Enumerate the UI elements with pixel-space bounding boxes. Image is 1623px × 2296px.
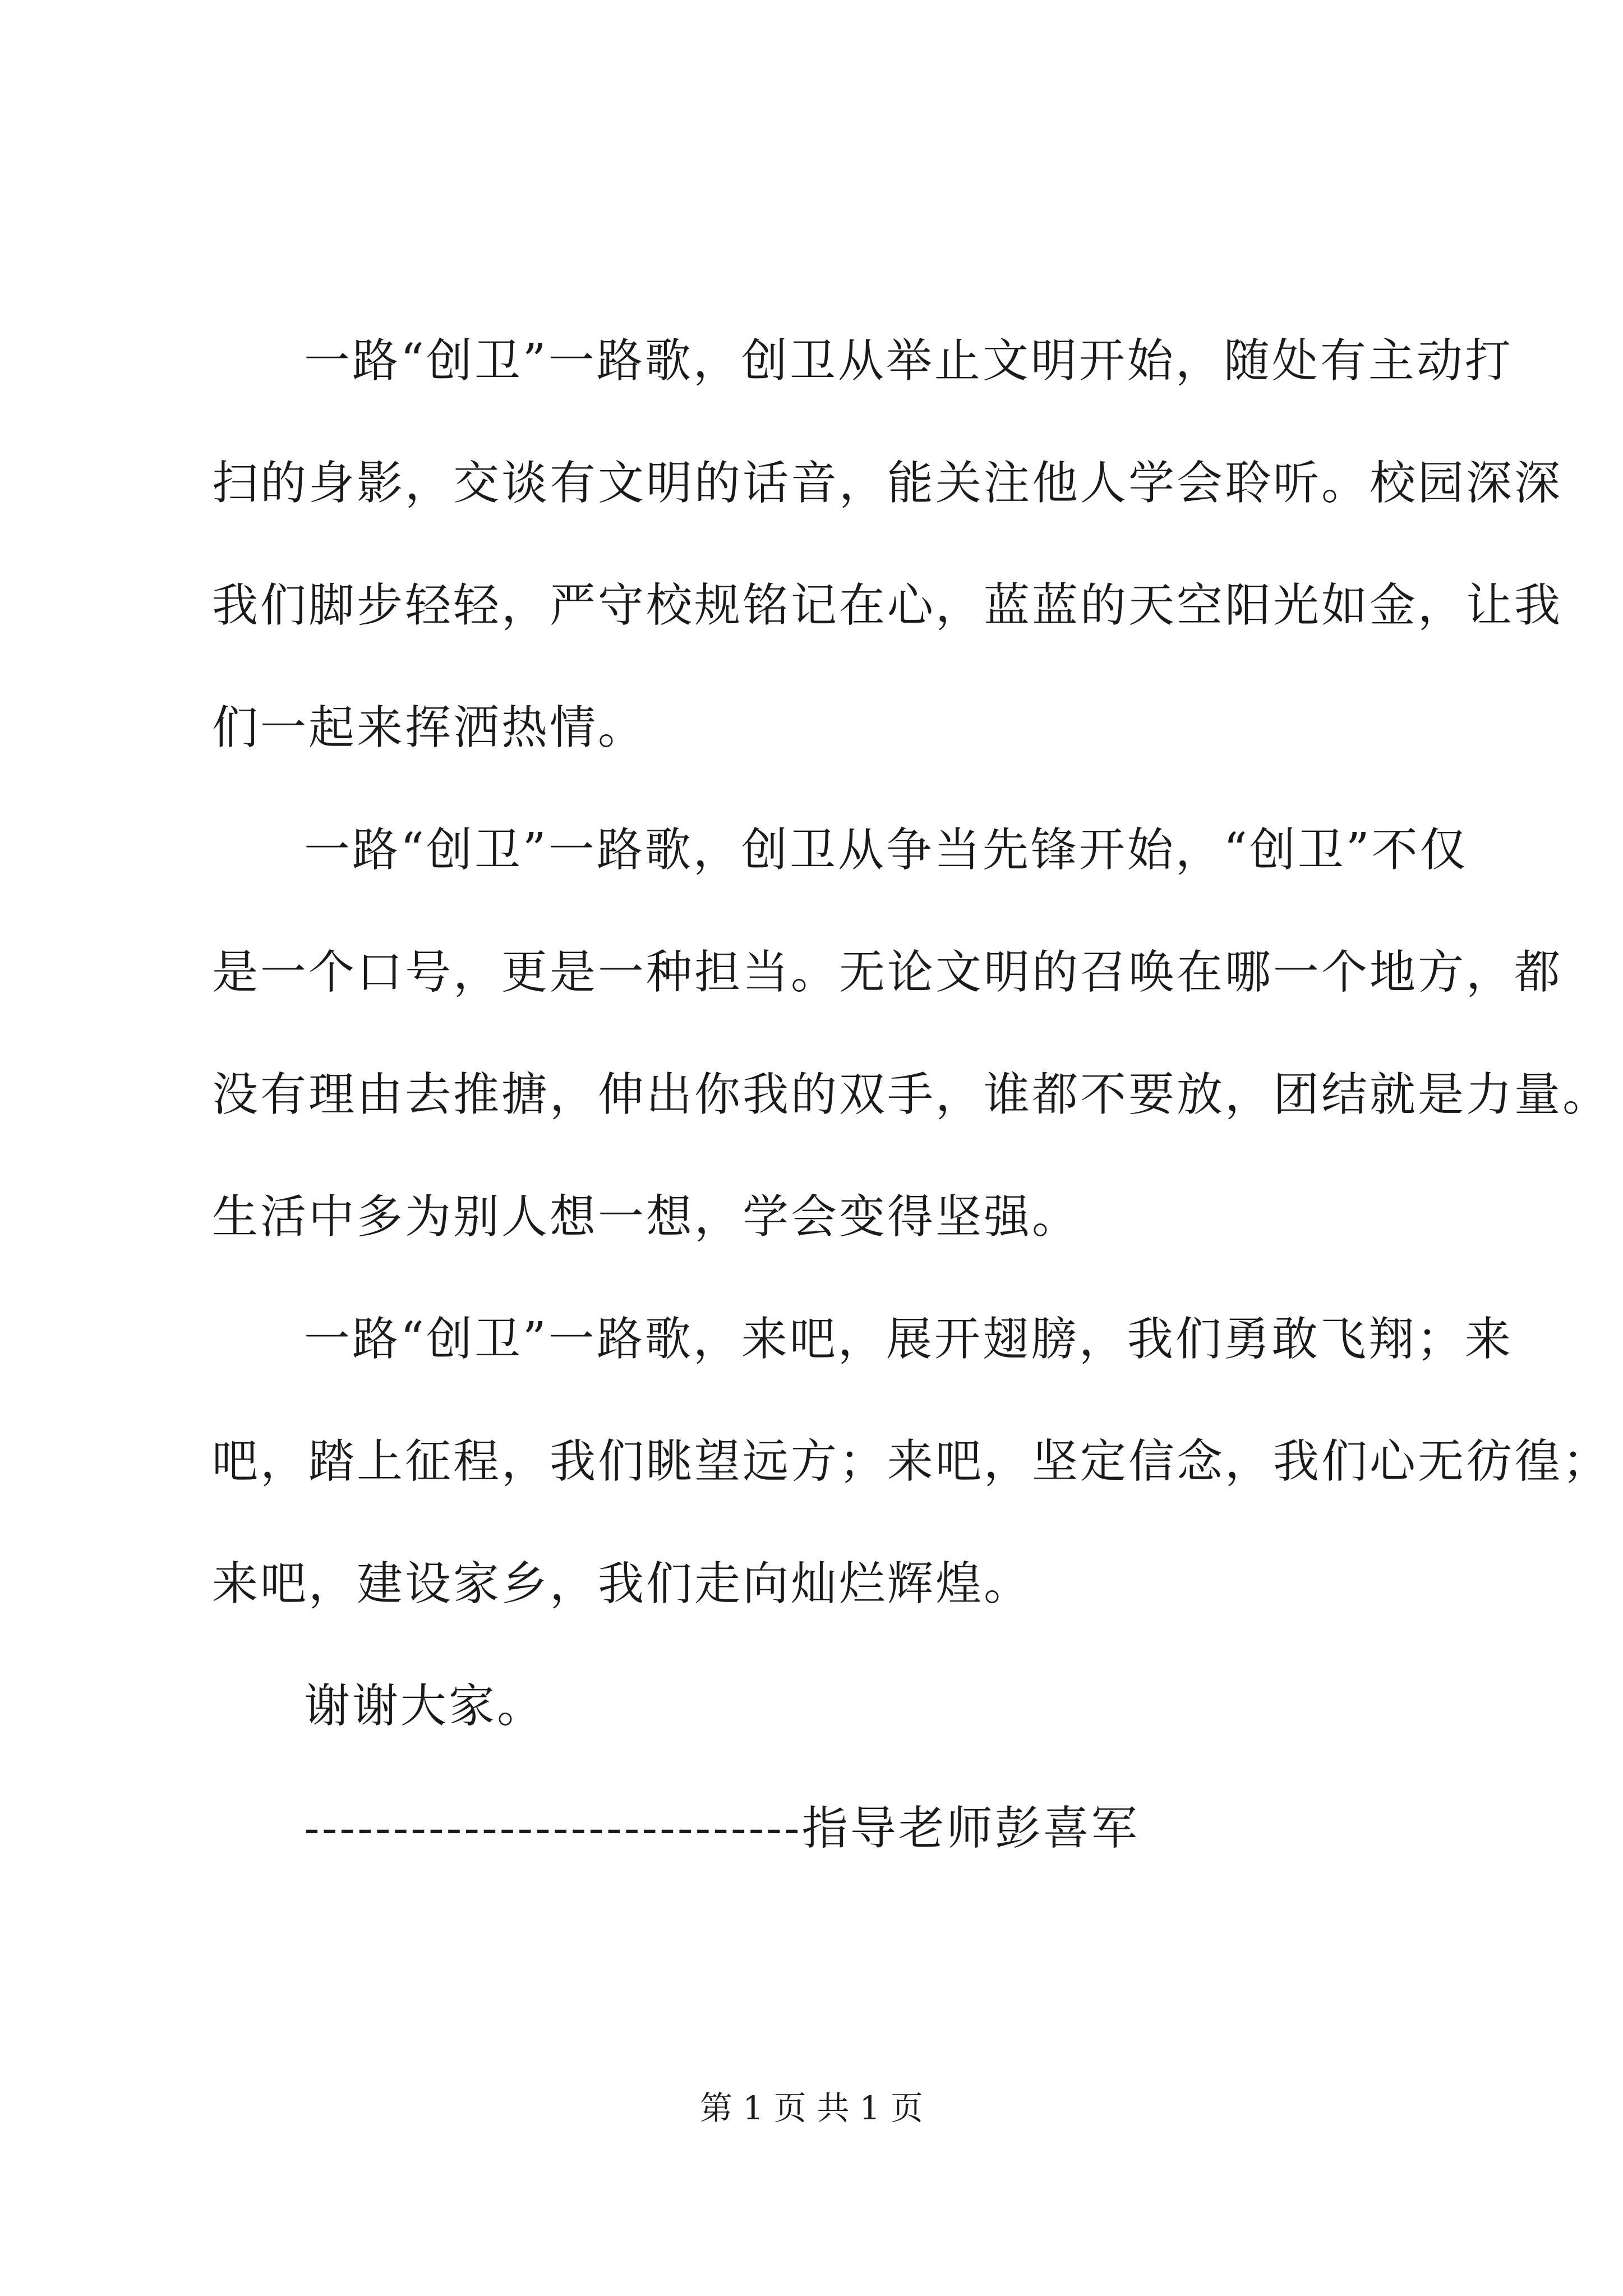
paragraph-1-line-3: 我们脚步轻轻，严守校规铭记在心，蓝蓝的天空阳光如金，让我 bbox=[212, 579, 1563, 632]
document-body bbox=[212, 300, 1611, 1890]
paragraph-2-line-1: 一路“创卫”一路歌，创卫从争当先锋开始，“创卫”不仅 bbox=[304, 823, 1468, 877]
page-number-footer: 第 1 页 共 1 页 bbox=[700, 2089, 923, 2127]
paragraph-1-line-4: 们一起来挥洒热情。 bbox=[212, 701, 647, 754]
paragraph-2-line-3: 没有理由去推搪，伸出你我的双手，谁都不要放，团结就是力量。 bbox=[212, 1068, 1611, 1121]
paragraph-3-line-2: 吧，踏上征程，我们眺望远方；来吧，坚定信念，我们心无彷徨； bbox=[212, 1435, 1611, 1488]
paragraph-3-line-1: 一路“创卫”一路歌，来吧，展开翅膀，我们勇敢飞翔；来 bbox=[304, 1313, 1513, 1366]
paragraph-2-line-4: 生活中多为别人想一想，学会变得坚强。 bbox=[212, 1190, 1081, 1244]
paragraph-3-line-3: 来吧，建设家乡，我们走向灿烂辉煌。 bbox=[212, 1557, 1032, 1611]
signature-line: ----------------------------指导老师彭喜军 bbox=[304, 1802, 1140, 1855]
paragraph-2-line-2: 是一个口号，更是一种担当。无论文明的召唤在哪一个地方，都 bbox=[212, 946, 1563, 999]
paragraph-1-line-1: 一路“创卫”一路歌，创卫从举止文明开始，随处有主动打 bbox=[304, 334, 1513, 388]
paragraph-1-line-2: 扫的身影，交谈有文明的话音，能关注他人学会聆听。校园深深 bbox=[212, 457, 1563, 510]
closing-line: 谢谢大家。 bbox=[304, 1680, 546, 1733]
